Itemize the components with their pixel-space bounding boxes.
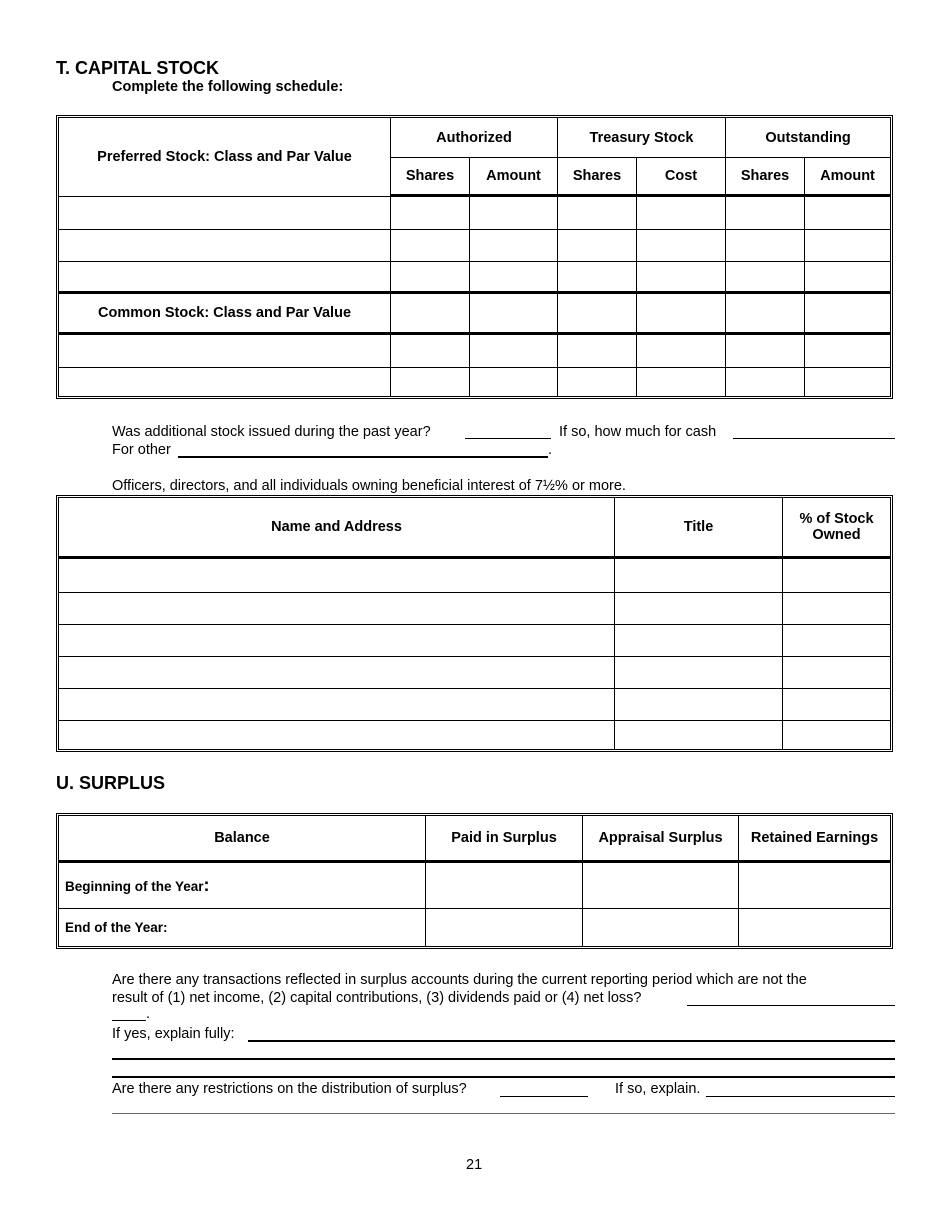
name-address-header: Name and Address xyxy=(59,498,615,559)
table-cell[interactable] xyxy=(739,863,890,909)
transactions-answer-line[interactable] xyxy=(687,1005,895,1006)
table-cell[interactable] xyxy=(739,909,890,946)
table-cell[interactable] xyxy=(391,335,470,368)
preferred-row xyxy=(59,197,890,230)
officers-table xyxy=(56,495,893,752)
table-cell[interactable] xyxy=(805,230,890,262)
table-cell[interactable] xyxy=(726,294,805,335)
table-cell[interactable] xyxy=(59,230,391,262)
authorized-amount-header: Amount xyxy=(470,158,558,197)
surplus-heading: U. SURPLUS xyxy=(56,773,166,793)
retained-earnings-header: Retained Earnings xyxy=(739,816,890,863)
table-cell[interactable] xyxy=(558,368,637,396)
table-cell[interactable] xyxy=(805,368,890,396)
capital-stock-heading: T. CAPITAL STOCK xyxy=(56,58,220,78)
table-cell[interactable] xyxy=(558,197,637,230)
table-cell[interactable] xyxy=(391,230,470,262)
officer-row xyxy=(59,559,890,593)
restrictions-extra-line[interactable] xyxy=(112,1113,895,1114)
end-of-year-label: End of the Year: xyxy=(59,909,426,946)
cash-answer-line[interactable] xyxy=(733,438,895,439)
table-cell[interactable] xyxy=(726,335,805,368)
capital-stock-table xyxy=(56,115,893,399)
table-cell[interactable] xyxy=(59,197,391,230)
common-row xyxy=(59,368,890,396)
pct-stock-header-line2: Owned xyxy=(812,527,861,543)
table-cell[interactable] xyxy=(558,230,637,262)
so-explain-answer-line[interactable] xyxy=(706,1096,895,1097)
table-cell[interactable] xyxy=(558,262,637,294)
preferred-row xyxy=(59,262,890,294)
table-cell[interactable] xyxy=(59,368,391,396)
transactions-question-line1: Are there any transactions reflected in surplus accounts during the current reporting period which are not the xyxy=(112,972,807,988)
outstanding-header: Outstanding xyxy=(726,118,890,158)
table-cell[interactable] xyxy=(783,593,890,625)
table-cell[interactable] xyxy=(59,559,615,593)
table-cell[interactable] xyxy=(426,863,583,909)
table-cell[interactable] xyxy=(637,294,726,335)
explain-answer-line-3[interactable] xyxy=(112,1076,895,1078)
table-cell[interactable] xyxy=(558,335,637,368)
pct-stock-header xyxy=(783,498,890,559)
table-cell[interactable] xyxy=(615,559,783,593)
table-cell[interactable] xyxy=(805,335,890,368)
table-cell[interactable] xyxy=(59,689,615,721)
table-cell[interactable] xyxy=(470,335,558,368)
restrictions-answer-line[interactable] xyxy=(500,1096,588,1097)
capital-stock-subheading: Complete the following schedule: xyxy=(112,79,344,95)
table-cell[interactable] xyxy=(726,368,805,396)
transactions-question-line2: result of (1) net income, (2) capital contributions, (3) dividends paid or (4) net loss? xyxy=(112,990,642,1006)
additional-stock-question: Was additional stock issued during the past year? xyxy=(112,424,431,440)
explain-fully-label: If yes, explain fully: xyxy=(112,1026,235,1042)
so-explain-label: If so, explain. xyxy=(615,1081,701,1097)
authorized-header: Authorized xyxy=(391,118,558,158)
preferred-stock-header: Preferred Stock: Class and Par Value xyxy=(59,118,391,197)
officer-row xyxy=(59,657,890,689)
paid-in-surplus-header: Paid in Surplus xyxy=(426,816,583,863)
table-cell[interactable] xyxy=(783,721,890,749)
explain-answer-line-1[interactable] xyxy=(248,1040,895,1042)
table-cell[interactable] xyxy=(726,230,805,262)
other-question: For other xyxy=(112,442,171,458)
table-cell[interactable] xyxy=(391,197,470,230)
table-cell[interactable] xyxy=(59,262,391,294)
other-answer-line[interactable] xyxy=(178,456,548,458)
authorized-shares-header: Shares xyxy=(391,158,470,197)
table-cell[interactable] xyxy=(615,689,783,721)
table-cell[interactable] xyxy=(470,230,558,262)
table-cell[interactable] xyxy=(805,197,890,230)
treasury-stock-header: Treasury Stock xyxy=(558,118,726,158)
beginning-colon: : xyxy=(203,875,210,895)
table-cell[interactable] xyxy=(615,593,783,625)
table-cell[interactable] xyxy=(637,262,726,294)
surplus-table xyxy=(56,813,893,949)
additional-stock-answer-line[interactable] xyxy=(465,438,551,439)
title-header: Title xyxy=(615,498,783,559)
preferred-row xyxy=(59,230,890,262)
table-cell[interactable] xyxy=(637,335,726,368)
pct-stock-header-line1: % of Stock xyxy=(799,511,874,527)
transactions-answer-line-cont[interactable] xyxy=(112,1020,146,1021)
officer-row xyxy=(59,721,890,749)
restrictions-question: Are there any restrictions on the distribution of surplus? xyxy=(112,1081,467,1097)
table-cell[interactable] xyxy=(783,657,890,689)
outstanding-shares-header: Shares xyxy=(726,158,805,197)
table-cell[interactable] xyxy=(783,559,890,593)
table-cell[interactable] xyxy=(59,721,615,749)
table-cell[interactable] xyxy=(426,909,583,946)
table-cell[interactable] xyxy=(805,262,890,294)
common-stock-header: Common Stock: Class and Par Value xyxy=(59,294,391,335)
table-cell[interactable] xyxy=(637,230,726,262)
treasury-shares-header: Shares xyxy=(558,158,637,197)
table-cell[interactable] xyxy=(615,625,783,657)
officer-row xyxy=(59,689,890,721)
table-cell[interactable] xyxy=(391,262,470,294)
common-row xyxy=(59,335,890,368)
table-cell[interactable] xyxy=(391,368,470,396)
table-cell[interactable] xyxy=(637,197,726,230)
table-cell[interactable] xyxy=(59,593,615,625)
table-cell[interactable] xyxy=(783,625,890,657)
table-cell[interactable] xyxy=(470,368,558,396)
table-cell[interactable] xyxy=(59,625,615,657)
transactions-period: . xyxy=(146,1006,151,1022)
cash-question: If so, how much for cash xyxy=(559,424,717,440)
table-cell[interactable] xyxy=(391,294,470,335)
table-cell[interactable] xyxy=(583,909,739,946)
table-cell[interactable] xyxy=(726,197,805,230)
table-cell[interactable] xyxy=(726,262,805,294)
table-cell[interactable] xyxy=(59,657,615,689)
table-cell[interactable] xyxy=(805,294,890,335)
officer-row xyxy=(59,593,890,625)
treasury-cost-header: Cost xyxy=(637,158,726,197)
explain-answer-line-2[interactable] xyxy=(112,1058,895,1060)
other-period: . xyxy=(548,442,553,458)
table-cell[interactable] xyxy=(783,689,890,721)
table-cell[interactable] xyxy=(470,294,558,335)
beginning-of-year-text: Beginning of the Year xyxy=(65,879,204,894)
page-number: 21 xyxy=(466,1157,483,1173)
officers-intro: Officers, directors, and all individuals owning beneficial interest of 7½% or more. xyxy=(112,478,626,494)
outstanding-amount-header: Amount xyxy=(805,158,890,197)
table-cell[interactable] xyxy=(583,863,739,909)
table-cell[interactable] xyxy=(615,721,783,749)
table-cell[interactable] xyxy=(470,262,558,294)
table-cell[interactable] xyxy=(558,294,637,335)
appraisal-surplus-header: Appraisal Surplus xyxy=(583,816,739,863)
table-cell[interactable] xyxy=(637,368,726,396)
officer-row xyxy=(59,625,890,657)
table-cell[interactable] xyxy=(615,657,783,689)
table-cell[interactable] xyxy=(59,335,391,368)
table-cell[interactable] xyxy=(470,197,558,230)
balance-header: Balance xyxy=(59,816,426,863)
beginning-of-year-label xyxy=(59,863,426,909)
